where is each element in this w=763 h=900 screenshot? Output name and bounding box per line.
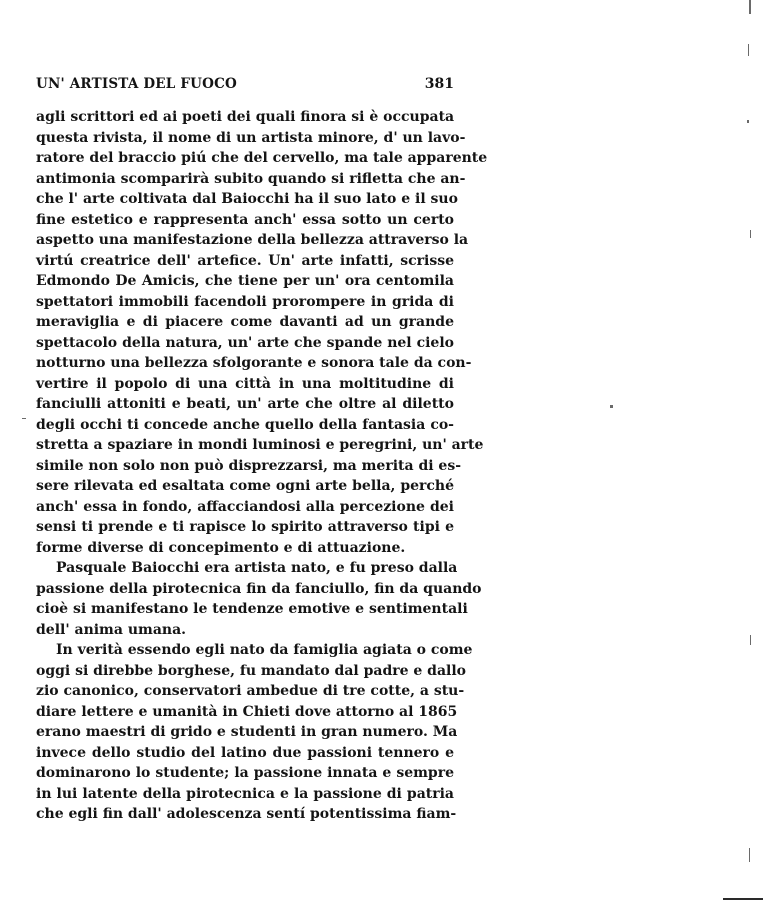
text-line: Edmondo De Amicis, che tiene per un' ora centomila [36,273,454,289]
text-line: aspetto una manifestazione della bellezza attraverso la [36,232,469,248]
scan-edge-mark [747,120,749,123]
running-title: UN' ARTISTA DEL FUOCO [36,76,238,92]
text-line: sensi ti prende e ti rapisce lo spirito attraverso tipi e [36,519,454,535]
text-line: notturno una bellezza sfolgorante e sonora tale da con- [36,355,472,371]
scan-edge-mark [750,635,751,645]
text-line: agli scrittori ed ai poeti dei quali finora si è occupata [36,109,455,125]
text-line: dell' anima umana. [36,621,187,638]
running-header [36,76,454,96]
text-line: che l' arte coltivata dal Baiocchi ha il suo lato e il suo [36,191,458,207]
paragraph-1 [36,107,488,558]
text-line: sere rilevata ed esaltata come ogni arte bella, perché [36,478,454,494]
page-number: 381 [424,76,454,92]
text-line: in lui latente della pirotecnica e la passione di patria [36,785,454,802]
body-text [36,107,488,825]
text-line: che egli fin dall' adolescenza sentí potentissima fiam- [36,806,457,822]
text-line: zio canonico, conservatori ambedue di tre cotte, a stu- [36,683,465,699]
text-line: meraviglia e di piacere come davanti ad un grande [36,314,454,330]
text-line: stretta a spaziare in mondi luminosi e peregrini, un' arte [36,437,484,453]
paragraph-2 [36,558,482,640]
scan-edge-mark [750,230,751,238]
text-line: simile non solo non può disprezzarsi, ma merita di es- [36,457,462,474]
text-line: vertire il popolo di una città in una moltitudine di [36,375,454,392]
text-line: In verità essendo egli nato da famiglia agiata o come [56,642,473,658]
text-line: invece dello studio del latino due passioni tennero e [36,744,454,761]
text-line: virtú creatrice dell' artefice. Un' arte infatti, scrisse [36,252,454,269]
paragraph-3 [36,640,473,825]
text-line: spettatori immobili facendoli prorompere in grida di [36,293,454,310]
text-line: passione della pirotecnica fin da fanciullo, fin da quando [36,580,482,597]
text-line: oggi si direbbe borghese, fu mandato dal padre e dallo [36,662,467,679]
scan-edge-mark [22,418,26,419]
scan-edge-mark [749,848,750,862]
text-line: questa rivista, il nome di un artista minore, d' un lavo- [36,129,466,146]
text-line: antimonia scomparirà subito quando si rifletta che an- [36,170,466,187]
scan-edge-mark [749,0,751,14]
scan-edge-mark [610,405,613,408]
scan-edge-mark [748,44,749,56]
text-line: diare lettere e umanità in Chieti dove attorno al 1865 [36,703,458,720]
text-line: anch' essa in fondo, affacciandosi alla percezione dei [36,498,454,515]
text-line: ratore del braccio piú che del cervello, ma tale apparente [36,150,488,166]
text-line: fanciulli attoniti e beati, un' arte che oltre al diletto [36,396,454,412]
text-line: forme diverse di concepimento e di attuazione. [36,539,406,556]
text-line: spettacolo della natura, un' arte che spande nel cielo [36,334,454,351]
text-line: fine estetico e rappresenta anch' essa sotto un certo [36,211,454,228]
text-line: dominarono lo studente; la passione innata e sempre [36,765,454,781]
text-line: degli occhi ti concede anche quello della fantasia co- [36,416,454,433]
text-line: cioè si manifestano le tendenze emotive e sentimentali [36,601,468,617]
text-line: erano maestri di grido e studenti in gran numero. Ma [36,724,458,740]
text-line: Pasquale Baiocchi era artista nato, e fu preso dalla [56,560,458,576]
